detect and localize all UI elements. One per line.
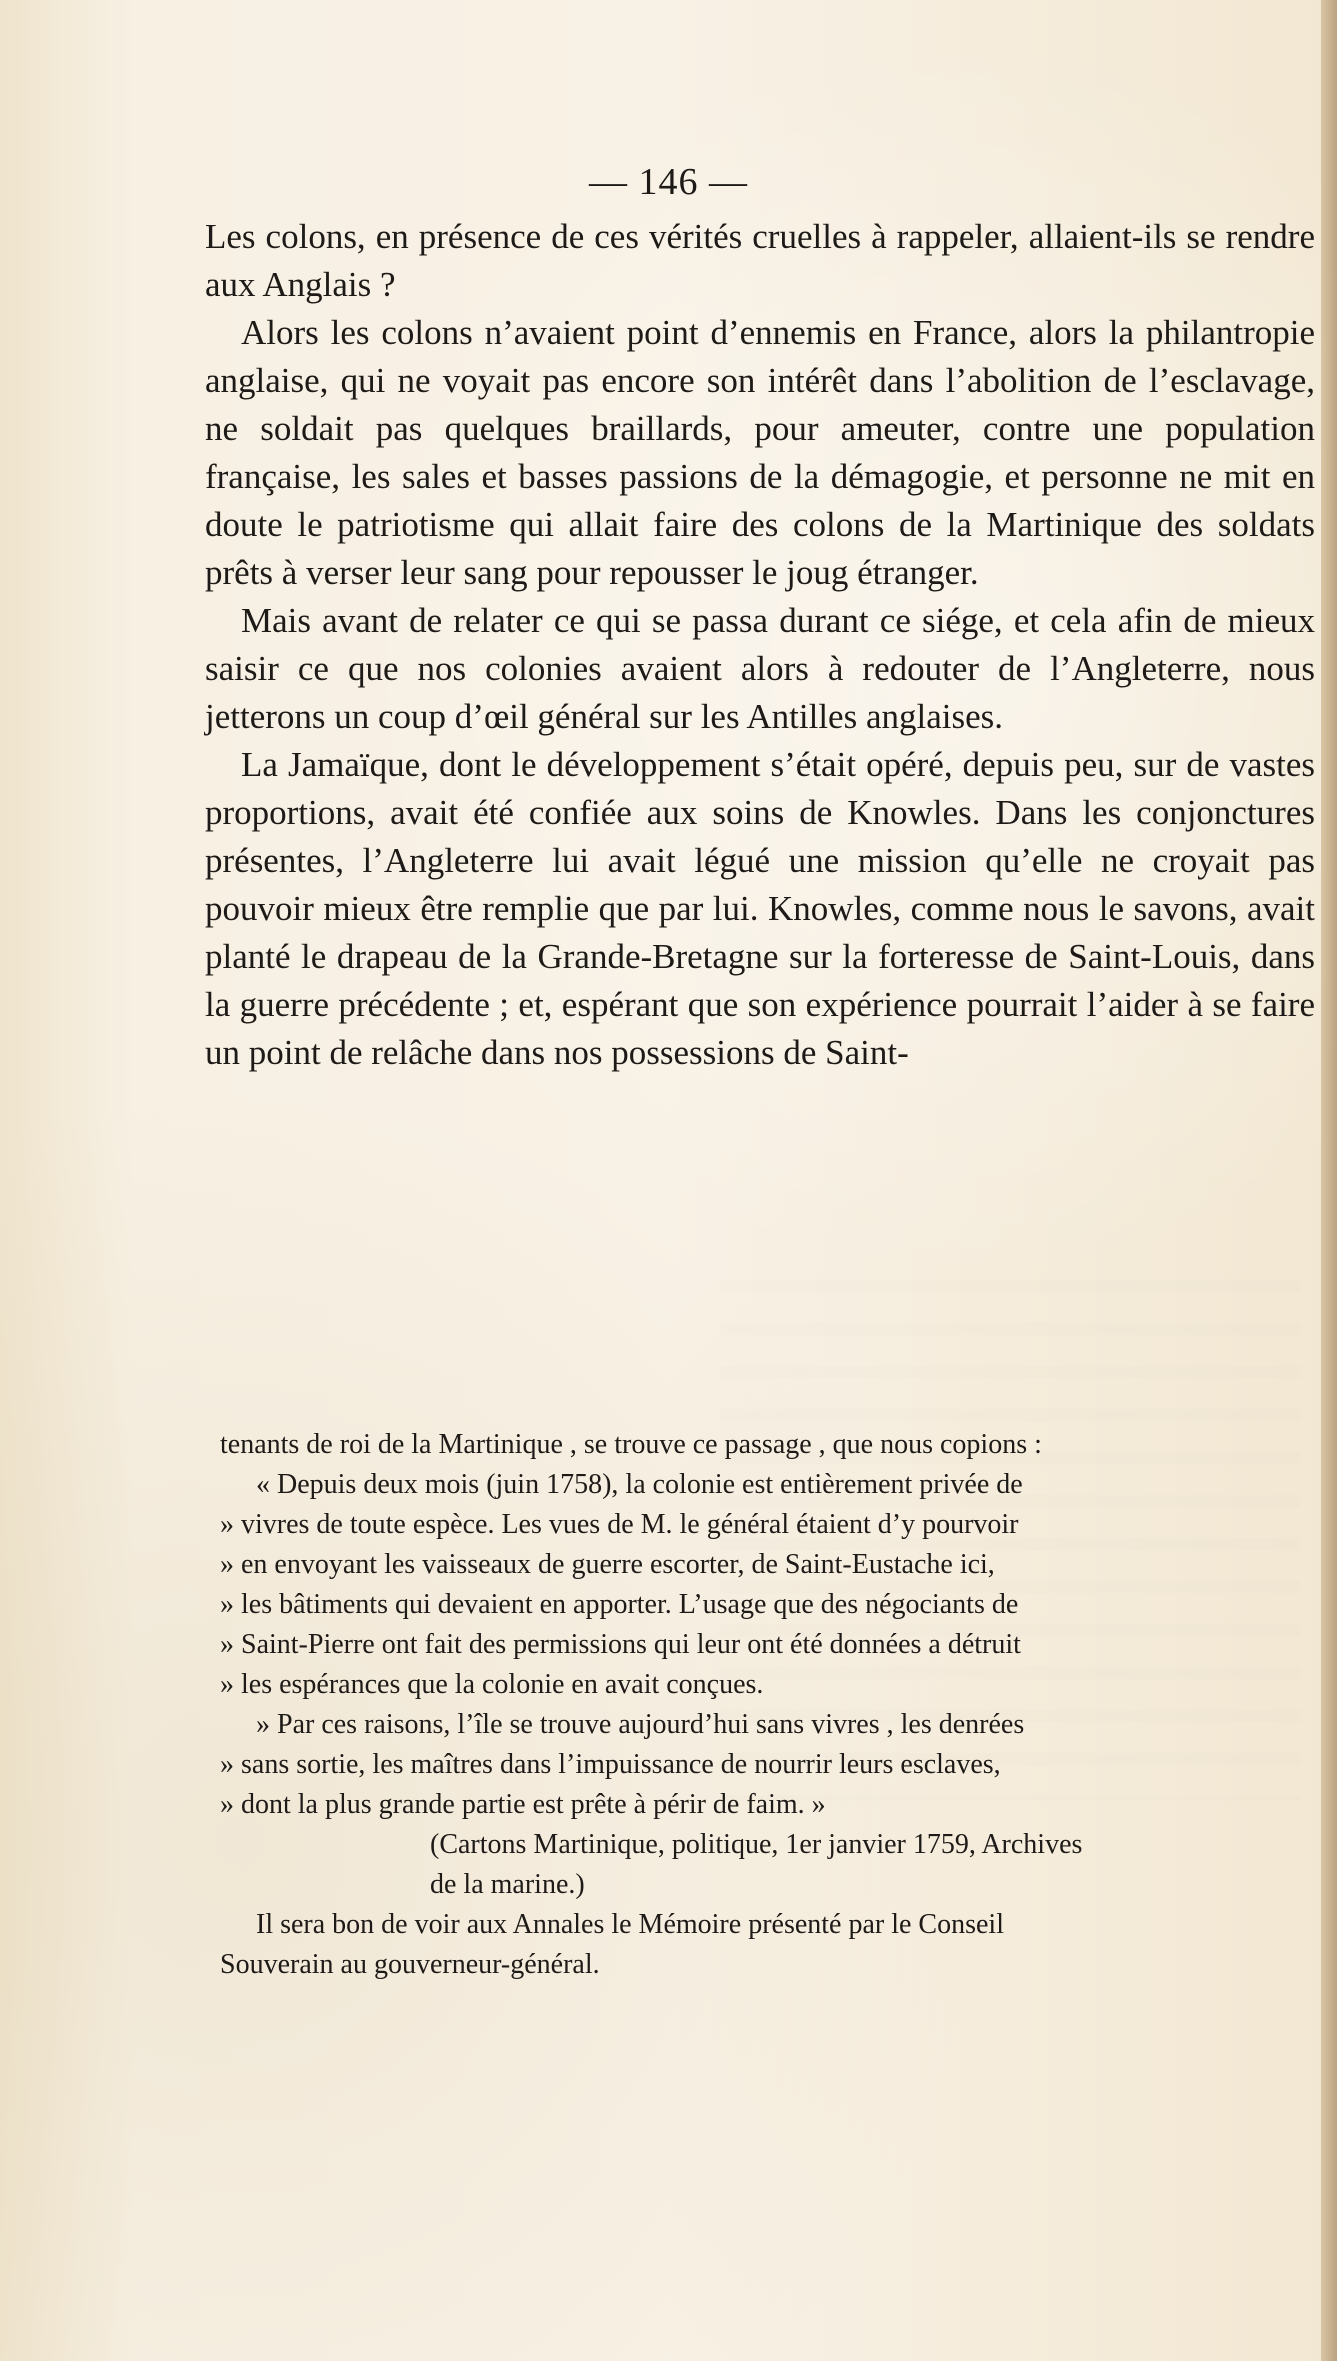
quote-line-5: » Saint-Pierre ont fait des permissions qui leur ont été données a détruit bbox=[220, 1629, 1021, 1660]
quote-line-1: « Depuis deux mois (juin 1758), la colonie est entièrement privée de bbox=[256, 1469, 1023, 1500]
paragraph-4: La Jamaïque, dont le développement s’était opéré, depuis peu, sur de vastes proportions, avait été confiée aux soins de Knowles. Dans les conjonctures présentes, l’Angleterre lui avait légué une mission qu’elle ne croyait pas pouvoir mieux être remplie que par lui. Knowles, comme nous le savons, avait planté le drapeau de la Grande-Bretagne sur la forteresse de Saint-Louis, dans la guerre précédente ; et, espérant que son expérience pourrait l’aider à se faire un point de relâche dans nos possessions de Saint- bbox=[205, 745, 1315, 1072]
page-edge-shadow bbox=[1321, 0, 1337, 2361]
quote-line-2: » vivres de toute espèce. Les vues de M. le général étaient d’y pourvoir bbox=[220, 1509, 1019, 1540]
paragraph-2: Alors les colons n’avaient point d’ennemis en France, alors la philantropie anglaise, qui ne voyait pas encore son intérêt dans l’abolition de l’esclavage, ne soldait pas quelques braillards, pour ameuter, contre une population française, les sales et basses passions de la démagogie, et personne ne mit en doute le patriotisme qui allait faire des colons de la Martinique des soldats prêts à verser leur sang pour repousser le joug étranger. bbox=[205, 313, 1315, 592]
quote-line-8: » sans sortie, les maîtres dans l’impuissance de nourrir leurs esclaves, bbox=[220, 1749, 1001, 1780]
quote-line-4: » les bâtiments qui devaient en apporter. L’usage que des négociants de bbox=[220, 1589, 1019, 1620]
paragraph-3: Mais avant de relater ce qui se passa durant ce siége, et cela afin de mieux saisir ce que nos colonies avaient alors à redouter de l’Angleterre, nous jetterons un coup d’œil général sur les Antilles anglaises. bbox=[205, 601, 1315, 736]
paragraph-1: Les colons, en présence de ces vérités cruelles à rappeler, allaient-ils se rendre aux Anglais ? bbox=[205, 217, 1315, 304]
page-number: — 146 — bbox=[589, 161, 748, 203]
quote-line-6: » les espérances que la colonie en avait conçues. bbox=[220, 1669, 764, 1700]
citation-line-1: (Cartons Martinique, politique, 1er janvier 1759, Archives bbox=[430, 1829, 1083, 1860]
page-header bbox=[0, 160, 1337, 204]
closing-line-1: Il sera bon de voir aux Annales le Mémoire présenté par le Conseil bbox=[256, 1909, 1004, 1940]
quote-line-9: » dont la plus grande partie est prête à périr de faim. » bbox=[220, 1789, 826, 1820]
closing-line-2: Souverain au gouverneur-général. bbox=[220, 1949, 600, 1980]
quote-line-7: » Par ces raisons, l’île se trouve aujourd’hui sans vivres , les denrées bbox=[256, 1709, 1025, 1740]
footnote-intro: tenants de roi de la Martinique , se trouve ce passage , que nous copions : bbox=[220, 1429, 1042, 1460]
quote-line-3: » en envoyant les vaisseaux de guerre escorter, de Saint-Eustache ici, bbox=[220, 1549, 995, 1580]
citation-line-2: de la marine.) bbox=[430, 1869, 585, 1900]
footnote-block bbox=[220, 1425, 1310, 1985]
main-text-block bbox=[205, 213, 1315, 1077]
